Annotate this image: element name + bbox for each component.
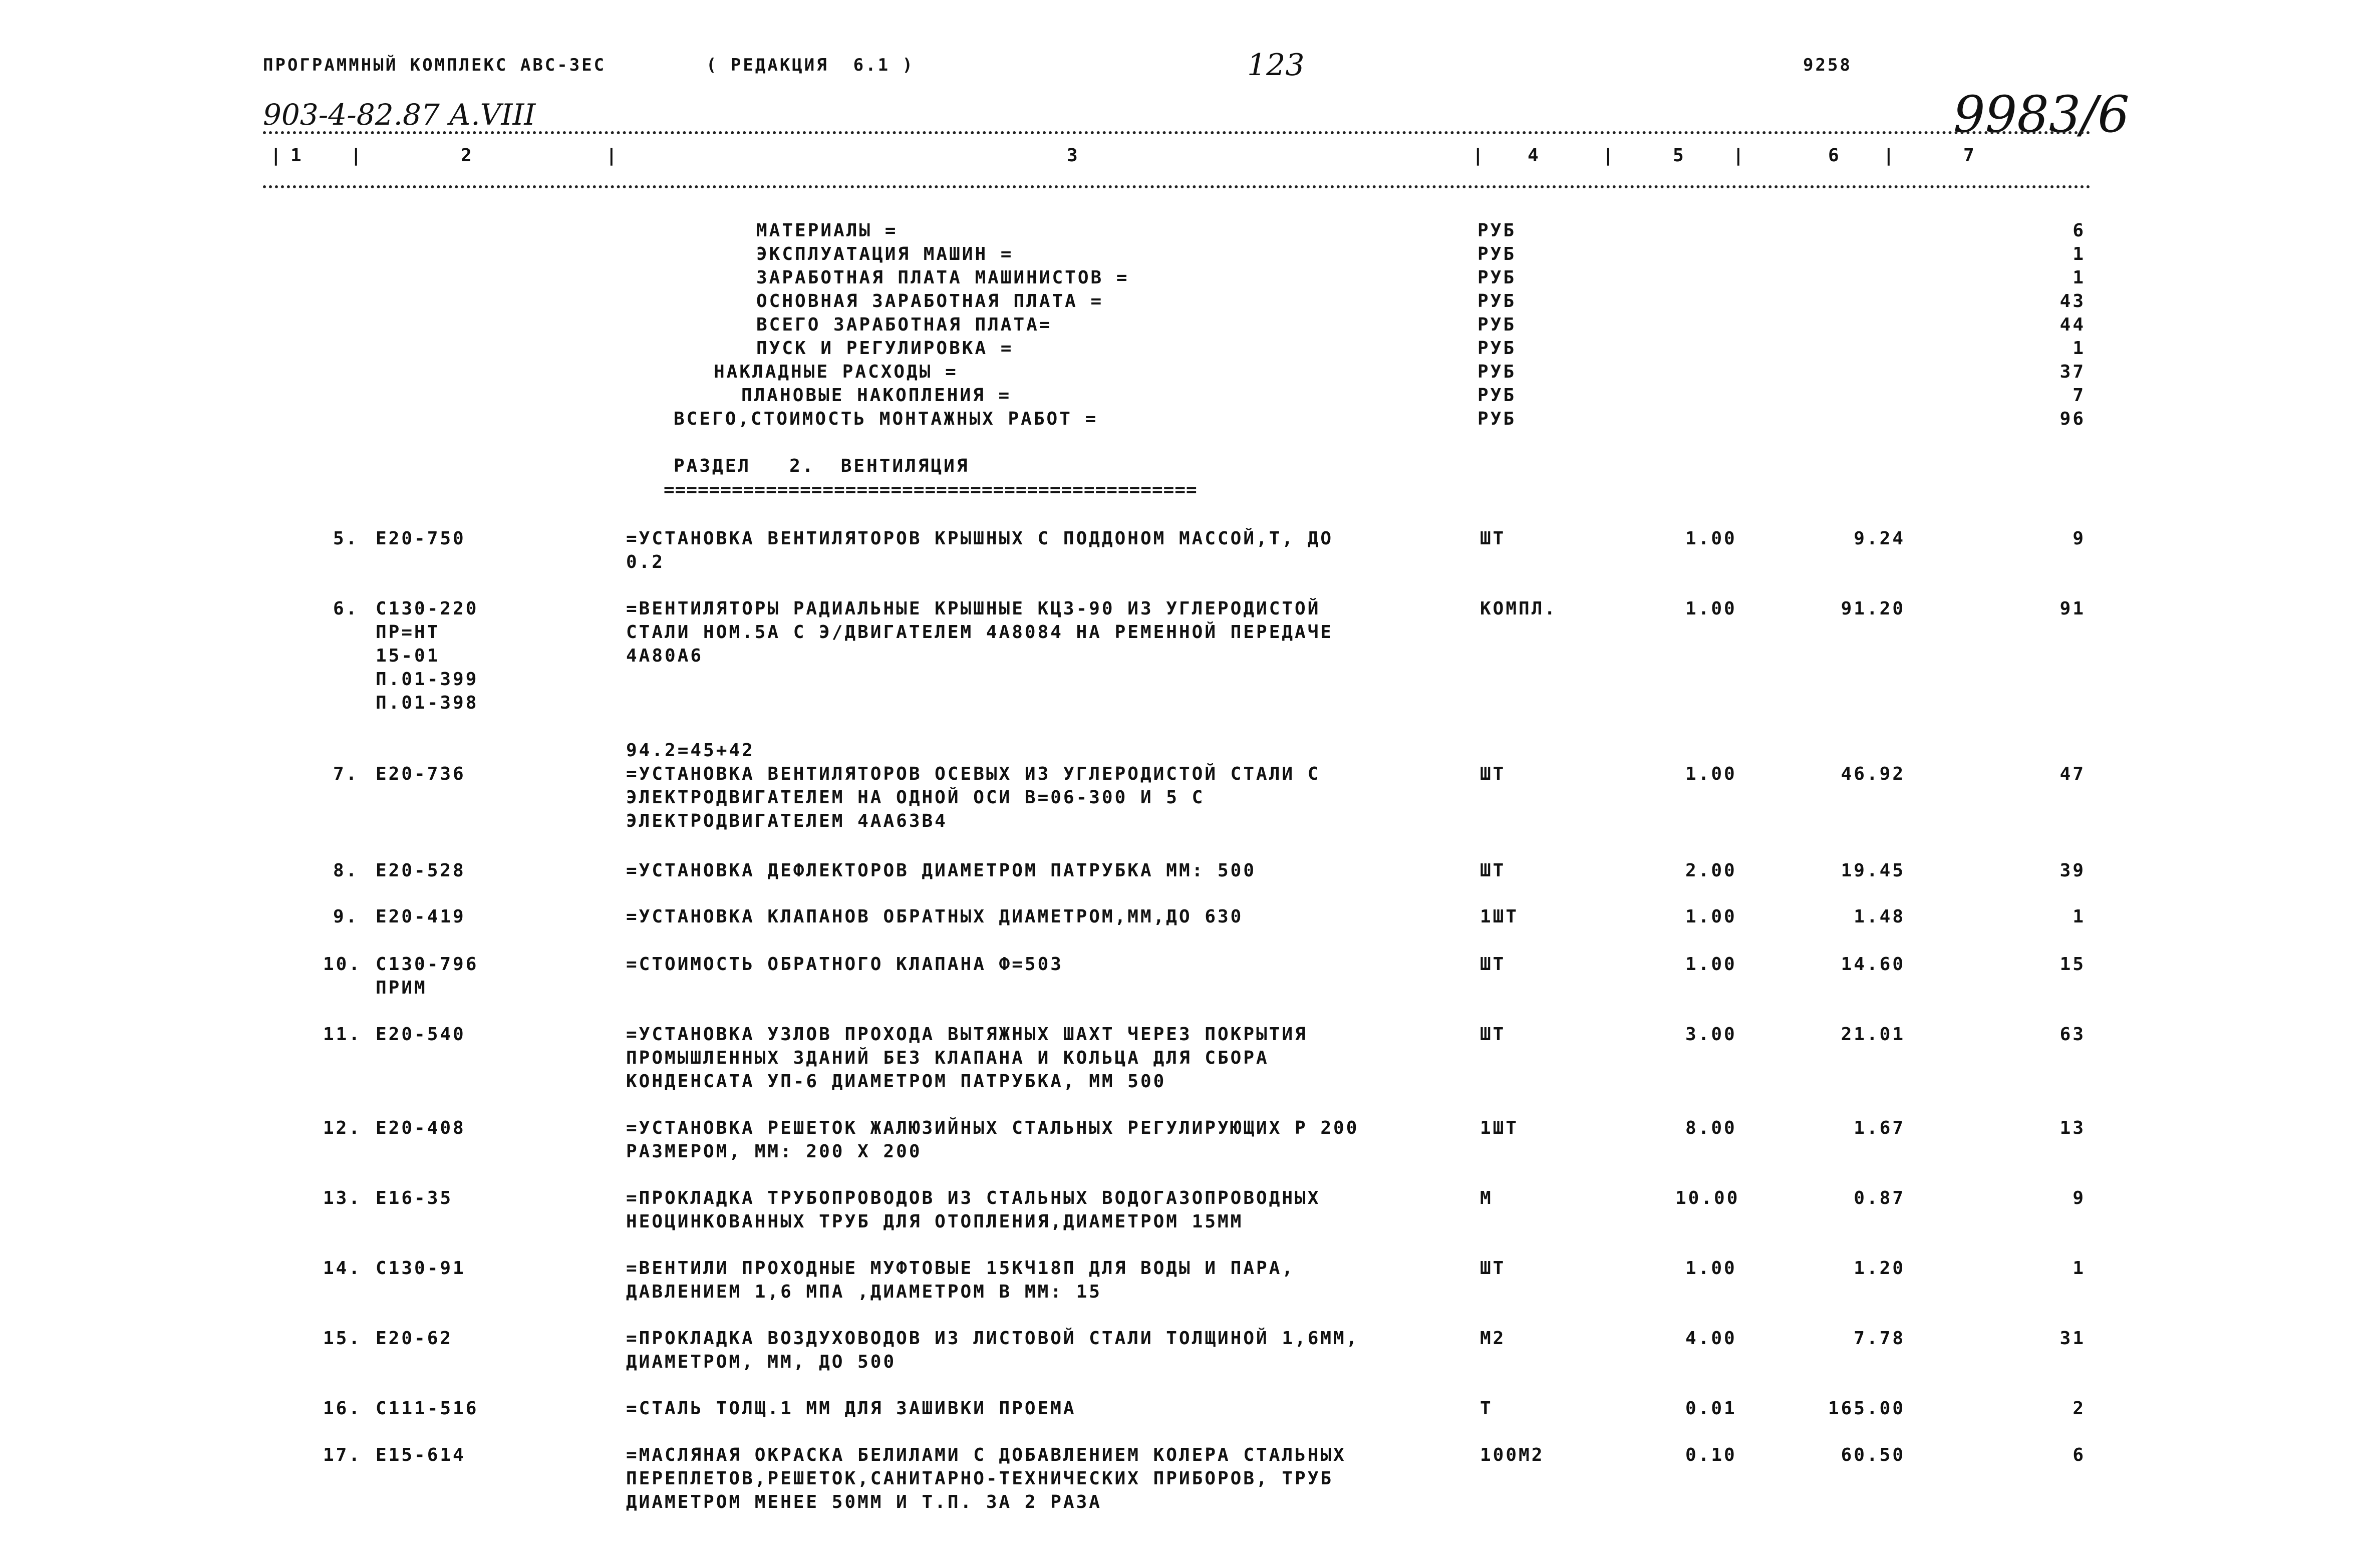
row-code: Е20-750 [376,528,466,549]
column-header-5: 5 [1673,145,1686,166]
row-description: 0.2 [626,552,665,572]
column-divider: | [1883,145,1896,166]
row-unit: Т [1480,1398,1493,1419]
row-code: П.01-399 [376,669,479,690]
row-unit: ШТ [1480,764,1506,784]
row-quantity: 0.01 [1685,1398,1737,1419]
row-description: =СТАЛЬ ТОЛЩ.1 ММ ДЛЯ ЗАШИВКИ ПРОЕМА [626,1398,1076,1419]
row-formula: 94.2=45+42 [626,740,755,761]
column-divider: | [1733,145,1746,166]
row-unit: М [1480,1188,1493,1208]
row-price: 60.50 [1841,1445,1905,1465]
row-unit: 1ШТ [1480,1118,1519,1138]
row-quantity: 8.00 [1685,1118,1737,1138]
row-total: 31 [2059,1328,2086,1349]
summary-value: 96 [2059,409,2086,429]
row-code: Е20-419 [376,906,466,927]
header-rule-top [263,131,2091,134]
row-price: 1.20 [1854,1258,1905,1279]
row-number: 13. [323,1188,362,1208]
row-unit: 100М2 [1480,1445,1545,1465]
row-quantity: 1.00 [1685,764,1737,784]
row-description: =ПРОКЛАДКА ВОЗДУХОВОДОВ ИЗ ЛИСТОВОЙ СТАЛИ ТОЛЩИНОЙ 1,6ММ, [626,1328,1359,1349]
summary-unit: РУБ [1477,338,1517,359]
row-description: =ПРОКЛАДКА ТРУБОПРОВОДОВ ИЗ СТАЛЬНЫХ ВОДОГАЗОПРОВОДНЫХ [626,1188,1321,1208]
row-unit: М2 [1480,1328,1506,1349]
row-total: 63 [2059,1024,2086,1045]
row-unit: ШТ [1480,860,1506,881]
summary-value: 1 [2073,244,2086,264]
column-divider: | [1603,145,1616,166]
row-quantity: 1.00 [1685,528,1737,549]
page-number: 123 [1247,48,1305,83]
row-description: =УСТАНОВКА ВЕНТИЛЯТОРОВ ОСЕВЫХ ИЗ УГЛЕРОДИСТОЙ СТАЛИ С [626,764,1321,784]
summary-label: ВСЕГО,СТОИМОСТЬ МОНТАЖНЫХ РАБОТ = [674,409,1098,429]
row-unit: ШТ [1480,954,1506,975]
row-code: Е20-408 [376,1118,466,1138]
summary-unit: РУБ [1477,362,1517,382]
program-title: ПРОГРАММНЫЙ КОМПЛЕКС АВС-3ЕС [263,55,607,75]
row-description: 4А80А6 [626,646,704,666]
column-divider: | [606,145,619,166]
summary-label: ПЛАНОВЫЕ НАКОПЛЕНИЯ = [741,385,1012,406]
row-number: 8. [333,860,359,881]
column-header-2: 2 [461,145,474,166]
row-total: 9 [2073,1188,2086,1208]
row-code: С111-516 [376,1398,479,1419]
drawing-code: 903-4-82.87 А.VIII [263,98,536,132]
edition-label: ( РЕДАКЦИЯ 6.1 ) [706,55,915,75]
row-price: 46.92 [1841,764,1905,784]
row-total: 6 [2073,1445,2086,1465]
summary-unit: РУБ [1477,385,1517,406]
row-description: =СТОИМОСТЬ ОБРАТНОГО КЛАПАНА Ф=503 [626,954,1063,975]
column-header-1: 1 [290,145,304,166]
row-unit: КОМПЛ. [1480,598,1558,619]
row-price: 9.24 [1854,528,1905,549]
row-code: С130-796 [376,954,479,975]
row-description: ЭЛЕКТРОДВИГАТЕЛЕМ 4АА63В4 [626,811,948,831]
row-price: 1.67 [1854,1118,1905,1138]
row-number: 14. [323,1258,362,1279]
row-price: 14.60 [1841,954,1905,975]
row-code: П.01-398 [376,693,479,713]
row-unit: 1ШТ [1480,906,1519,927]
row-description: ДИАМЕТРОМ МЕНЕЕ 50ММ И Т.П. ЗА 2 РАЗА [626,1492,1102,1512]
row-number: 5. [333,528,359,549]
summary-value: 37 [2059,362,2086,382]
row-unit: ШТ [1480,1024,1506,1045]
section-title: РАЗДЕЛ 2. ВЕНТИЛЯЦИЯ [674,456,970,476]
row-code: Е20-540 [376,1024,466,1045]
row-total: 15 [2059,954,2086,975]
summary-label: ЗАРАБОТНАЯ ПЛАТА МАШИНИСТОВ = [756,267,1129,288]
row-number: 9. [333,906,359,927]
row-number: 7. [333,764,359,784]
row-code: Е20-736 [376,764,466,784]
summary-label: НАКЛАДНЫЕ РАСХОДЫ = [714,362,958,382]
row-description: ПРОМЫШЛЕННЫХ ЗДАНИЙ БЕЗ КЛАПАНА И КОЛЬЦА ДЛЯ СБОРА [626,1048,1269,1068]
row-quantity: 4.00 [1685,1328,1737,1349]
row-description: =ВЕНТИЛЯТОРЫ РАДИАЛЬНЫЕ КРЫШНЫЕ КЦ3-90 ИЗ УГЛЕРОДИСТОЙ [626,598,1321,619]
summary-value: 1 [2073,338,2086,359]
row-description: ДИАМЕТРОМ, ММ, ДО 500 [626,1352,897,1372]
summary-value: 1 [2073,267,2086,288]
row-quantity: 3.00 [1685,1024,1737,1045]
row-price: 21.01 [1841,1024,1905,1045]
row-description: =ВЕНТИЛИ ПРОХОДНЫЕ МУФТОВЫЕ 15КЧ18П ДЛЯ ВОДЫ И ПАРА, [626,1258,1295,1279]
row-code: С130-220 [376,598,479,619]
row-total: 13 [2059,1118,2086,1138]
summary-value: 6 [2073,220,2086,241]
row-description: =УСТАНОВКА КЛАПАНОВ ОБРАТНЫХ ДИАМЕТРОМ,ММ,ДО 630 [626,906,1244,927]
row-code: Е20-62 [376,1328,453,1349]
row-unit: ШТ [1480,1258,1506,1279]
row-quantity: 10.00 [1675,1188,1740,1208]
summary-value: 43 [2059,291,2086,311]
row-code: С130-91 [376,1258,466,1279]
row-description: СТАЛИ НОМ.5А С Э/ДВИГАТЕЛЕМ 4А8084 НА РЕМЕННОЙ ПЕРЕДАЧЕ [626,622,1334,643]
summary-label: ПУСК И РЕГУЛИРОВКА = [756,338,1014,359]
row-quantity: 1.00 [1685,906,1737,927]
summary-label: ЭКСПЛУАТАЦИЯ МАШИН = [756,244,1014,264]
sheet-number: 9983/6 [1953,85,2130,144]
column-header-6: 6 [1828,145,1841,166]
row-code: Е15-614 [376,1445,466,1465]
row-total: 1 [2073,906,2086,927]
column-divider: | [1472,145,1486,166]
row-code: ПР=НТ [376,622,440,643]
summary-unit: РУБ [1477,291,1517,311]
row-price: 165.00 [1828,1398,1905,1419]
row-quantity: 0.10 [1685,1445,1737,1465]
row-total: 1 [2073,1258,2086,1279]
summary-value: 7 [2073,385,2086,406]
column-divider: | [351,145,364,166]
row-total: 47 [2059,764,2086,784]
row-number: 12. [323,1118,362,1138]
row-number: 16. [323,1398,362,1419]
summary-label: ОСНОВНАЯ ЗАРАБОТНАЯ ПЛАТА = [756,291,1104,311]
row-number: 10. [323,954,362,975]
summary-unit: РУБ [1477,244,1517,264]
row-price: 0.87 [1854,1188,1905,1208]
row-number: 17. [323,1445,362,1465]
row-code: 15-01 [376,646,440,666]
summary-value: 44 [2059,315,2086,335]
row-number: 6. [333,598,359,619]
row-description: =УСТАНОВКА РЕШЕТОК ЖАЛЮЗИЙНЫХ СТАЛЬНЫХ РЕГУЛИРУЮЩИХ Р 200 [626,1118,1359,1138]
section-underline: =============================================== [664,480,1198,500]
column-divider: | [270,145,283,166]
row-description: ДАВЛЕНИЕМ 1,6 МПА ,ДИАМЕТРОМ В ММ: 15 [626,1282,1102,1302]
row-code: Е20-528 [376,860,466,881]
row-description: ПЕРЕПЛЕТОВ,РЕШЕТОК,САНИТАРНО-ТЕХНИЧЕСКИХ ПРИБОРОВ, ТРУБ [626,1468,1334,1489]
column-header-3: 3 [1067,145,1080,166]
summary-label: МАТЕРИАЛЫ = [756,220,898,241]
row-total: 91 [2059,598,2086,619]
row-total: 9 [2073,528,2086,549]
row-description: НЕОЦИНКОВАННЫХ ТРУБ ДЛЯ ОТОПЛЕНИЯ,ДИАМЕТРОМ 15ММ [626,1211,1244,1232]
row-description: ЭЛЕКТРОДВИГАТЕЛЕМ НА ОДНОЙ ОСИ В=06-300 И 5 С [626,787,1205,808]
row-description: =УСТАНОВКА ВЕНТИЛЯТОРОВ КРЫШНЫХ С ПОДДОНОМ МАССОЙ,Т, ДО [626,528,1334,549]
row-code: ПРИМ [376,978,427,998]
header-rule-bottom [263,185,2091,188]
summary-unit: РУБ [1477,409,1517,429]
row-description: =МАСЛЯНАЯ ОКРАСКА БЕЛИЛАМИ С ДОБАВЛЕНИЕМ КОЛЕРА СТАЛЬНЫХ [626,1445,1346,1465]
summary-unit: РУБ [1477,315,1517,335]
row-quantity: 2.00 [1685,860,1737,881]
document-code: 9258 [1803,55,1852,75]
row-description: РАЗМЕРОМ, ММ: 200 Х 200 [626,1141,922,1162]
column-header-4: 4 [1528,145,1541,166]
summary-unit: РУБ [1477,267,1517,288]
row-description: =УСТАНОВКА УЗЛОВ ПРОХОДА ВЫТЯЖНЫХ ШАХТ ЧЕРЕЗ ПОКРЫТИЯ [626,1024,1308,1045]
row-unit: ШТ [1480,528,1506,549]
row-price: 19.45 [1841,860,1905,881]
row-quantity: 1.00 [1685,1258,1737,1279]
summary-unit: РУБ [1477,220,1517,241]
column-header-7: 7 [1963,145,1976,166]
summary-label: ВСЕГО ЗАРАБОТНАЯ ПЛАТА= [756,315,1052,335]
row-quantity: 1.00 [1685,598,1737,619]
row-number: 11. [323,1024,362,1045]
row-total: 2 [2073,1398,2086,1419]
row-number: 15. [323,1328,362,1349]
row-quantity: 1.00 [1685,954,1737,975]
row-description: =УСТАНОВКА ДЕФЛЕКТОРОВ ДИАМЕТРОМ ПАТРУБКА ММ: 500 [626,860,1257,881]
row-price: 1.48 [1854,906,1905,927]
row-description: КОНДЕНСАТА УП-6 ДИАМЕТРОМ ПАТРУБКА, ММ 500 [626,1071,1166,1092]
row-total: 39 [2059,860,2086,881]
row-code: Е16-35 [376,1188,453,1208]
row-price: 7.78 [1854,1328,1905,1349]
row-price: 91.20 [1841,598,1905,619]
